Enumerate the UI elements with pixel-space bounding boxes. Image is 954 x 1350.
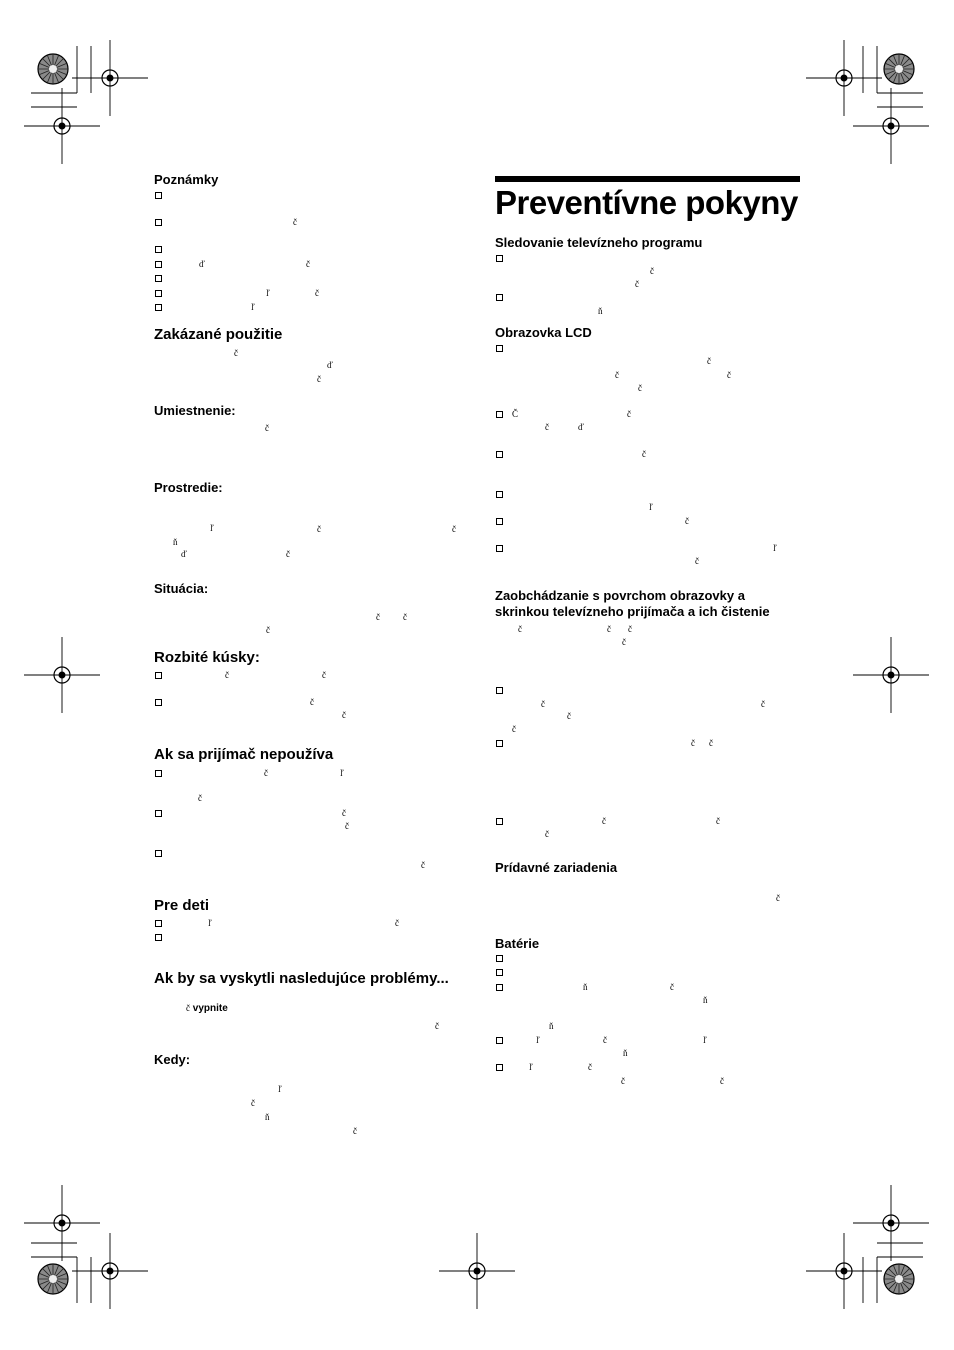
char-C: Č xyxy=(512,409,519,419)
heading-prostredie: Prostredie: xyxy=(154,480,223,495)
char-c: č xyxy=(685,516,689,526)
char-c: č xyxy=(635,279,639,289)
heading-problemy: Ak by sa vyskytli nasledujúce problémy... xyxy=(154,970,449,987)
char-l: ľ xyxy=(773,543,777,553)
char-c: č xyxy=(266,625,270,635)
instruction-vypnite xyxy=(186,1003,228,1014)
char-c: č xyxy=(567,711,571,721)
bullet-box xyxy=(155,261,162,268)
char-c: č xyxy=(376,612,380,622)
bullet-box xyxy=(155,275,162,282)
char-c: č xyxy=(421,860,425,870)
char-l: ľ xyxy=(340,768,344,778)
char-n: ň xyxy=(583,982,588,992)
char-l: ľ xyxy=(703,1035,707,1045)
char-l: ľ xyxy=(529,1062,533,1072)
char-c: č xyxy=(707,356,711,366)
vypnite-word: vypnite xyxy=(192,1003,228,1014)
bullet-box xyxy=(496,1064,503,1071)
char-c: č xyxy=(627,409,631,419)
char-n: ň xyxy=(549,1021,554,1031)
char-c: č xyxy=(621,1076,625,1086)
char-l: ľ xyxy=(278,1084,282,1094)
heading-zaobchadzanie-1: Zaobchádzanie s povrchom obrazovky a xyxy=(495,588,745,603)
char-c: č xyxy=(602,816,606,826)
heading-pridavne: Prídavné zariadenia xyxy=(495,860,618,875)
char-c: č xyxy=(716,816,720,826)
char-c: č xyxy=(776,893,780,903)
bullet-box xyxy=(155,290,162,297)
char-c: č xyxy=(642,449,646,459)
bullet-box xyxy=(496,518,503,525)
bullet-box xyxy=(155,192,162,199)
char-d: ď xyxy=(181,549,187,559)
char-c: č xyxy=(306,259,310,269)
char-c: č xyxy=(264,768,268,778)
char-c: č xyxy=(342,808,346,818)
bullet-box xyxy=(496,255,503,262)
char-c: č xyxy=(322,670,326,680)
char-c: č xyxy=(709,738,713,748)
heading-kedy: Kedy: xyxy=(154,1052,191,1067)
char-c: č xyxy=(452,524,456,534)
char-c: č xyxy=(225,670,229,680)
char-l: ľ xyxy=(649,502,653,512)
bullet-box xyxy=(496,411,503,418)
char-c: č xyxy=(638,383,642,393)
char-c: č xyxy=(345,821,349,831)
char-c: č xyxy=(293,217,297,227)
bullet-box xyxy=(496,1037,503,1044)
bullet-box xyxy=(496,969,503,976)
char-c: č xyxy=(622,637,626,647)
title-rule xyxy=(495,176,800,182)
bullet-box xyxy=(155,920,162,927)
char-c: č xyxy=(691,738,695,748)
char-n: ň xyxy=(598,306,603,316)
char-c: č xyxy=(545,422,549,432)
page-title: Preventívne pokyny xyxy=(495,184,798,221)
char-c: č xyxy=(518,624,522,634)
char-c: č xyxy=(234,348,238,358)
char-l: ľ xyxy=(208,918,212,928)
bullet-box xyxy=(496,345,503,352)
bullet-box xyxy=(496,294,503,301)
char-c: č xyxy=(186,1003,190,1013)
bullet-box xyxy=(496,740,503,747)
bullet-box xyxy=(155,219,162,226)
char-l: ľ xyxy=(266,288,270,298)
heading-pre-deti: Pre deti xyxy=(154,897,210,914)
char-c: č xyxy=(720,1076,724,1086)
heading-zakazane: Zakázané použitie xyxy=(154,326,283,343)
bullet-box xyxy=(155,246,162,253)
char-c: č xyxy=(615,370,619,380)
char-d: ď xyxy=(199,259,205,269)
char-c: č xyxy=(310,697,314,707)
heading-zaobchadzanie-2: skrinkou televízneho prijímača a ich čistenie xyxy=(495,604,770,619)
char-c: č xyxy=(603,1035,607,1045)
bullet-box xyxy=(496,451,503,458)
char-n: ň xyxy=(703,995,708,1005)
char-c: č xyxy=(198,793,202,803)
char-l: ľ xyxy=(536,1035,540,1045)
char-n: ň xyxy=(173,537,178,547)
char-c: č xyxy=(512,724,516,734)
bullet-box xyxy=(496,955,503,962)
char-c: č xyxy=(727,370,731,380)
char-c: č xyxy=(317,524,321,534)
char-c: č xyxy=(395,918,399,928)
bullet-box xyxy=(496,687,503,694)
char-c: č xyxy=(251,1098,255,1108)
char-c: č xyxy=(315,288,319,298)
bullet-box xyxy=(155,672,162,679)
char-c: č xyxy=(353,1126,357,1136)
heading-situacia: Situácia: xyxy=(154,581,209,596)
char-c: č xyxy=(670,982,674,992)
char-c: č xyxy=(650,266,654,276)
heading-obrazovka: Obrazovka LCD xyxy=(495,325,592,340)
bullet-box xyxy=(155,934,162,941)
char-c: č xyxy=(545,829,549,839)
char-c: č xyxy=(588,1062,592,1072)
heading-baterie: Batérie xyxy=(495,936,540,951)
char-c: č xyxy=(403,612,407,622)
bullet-box xyxy=(496,491,503,498)
heading-poznamky: Poznámky xyxy=(154,172,219,187)
char-c: č xyxy=(695,556,699,566)
bullet-box xyxy=(496,984,503,991)
char-l: ľ xyxy=(251,302,255,312)
char-c: č xyxy=(607,624,611,634)
char-d: ď xyxy=(327,360,333,370)
heading-rozbite: Rozbité kúsky: xyxy=(154,649,260,666)
bullet-box xyxy=(496,818,503,825)
bullet-box xyxy=(155,810,162,817)
bullet-box xyxy=(155,304,162,311)
heading-nepouziva: Ak sa prijímač nepoužíva xyxy=(154,746,334,763)
char-l: ľ xyxy=(210,523,214,533)
char-c: č xyxy=(342,710,346,720)
heading-umiestnenie: Umiestnenie: xyxy=(154,403,236,418)
char-c: č xyxy=(265,423,269,433)
char-c: č xyxy=(286,549,290,559)
bullet-box xyxy=(155,850,162,857)
char-n: ň xyxy=(265,1112,270,1122)
bullet-box xyxy=(155,770,162,777)
char-c: č xyxy=(628,624,632,634)
char-c: č xyxy=(435,1021,439,1031)
bullet-box xyxy=(155,699,162,706)
char-c: č xyxy=(761,699,765,709)
char-n: ň xyxy=(623,1048,628,1058)
bullet-box xyxy=(496,545,503,552)
char-c: č xyxy=(541,699,545,709)
heading-sledovanie: Sledovanie televízneho programu xyxy=(495,235,703,250)
char-c: č xyxy=(317,374,321,384)
char-d: ď xyxy=(578,422,584,432)
